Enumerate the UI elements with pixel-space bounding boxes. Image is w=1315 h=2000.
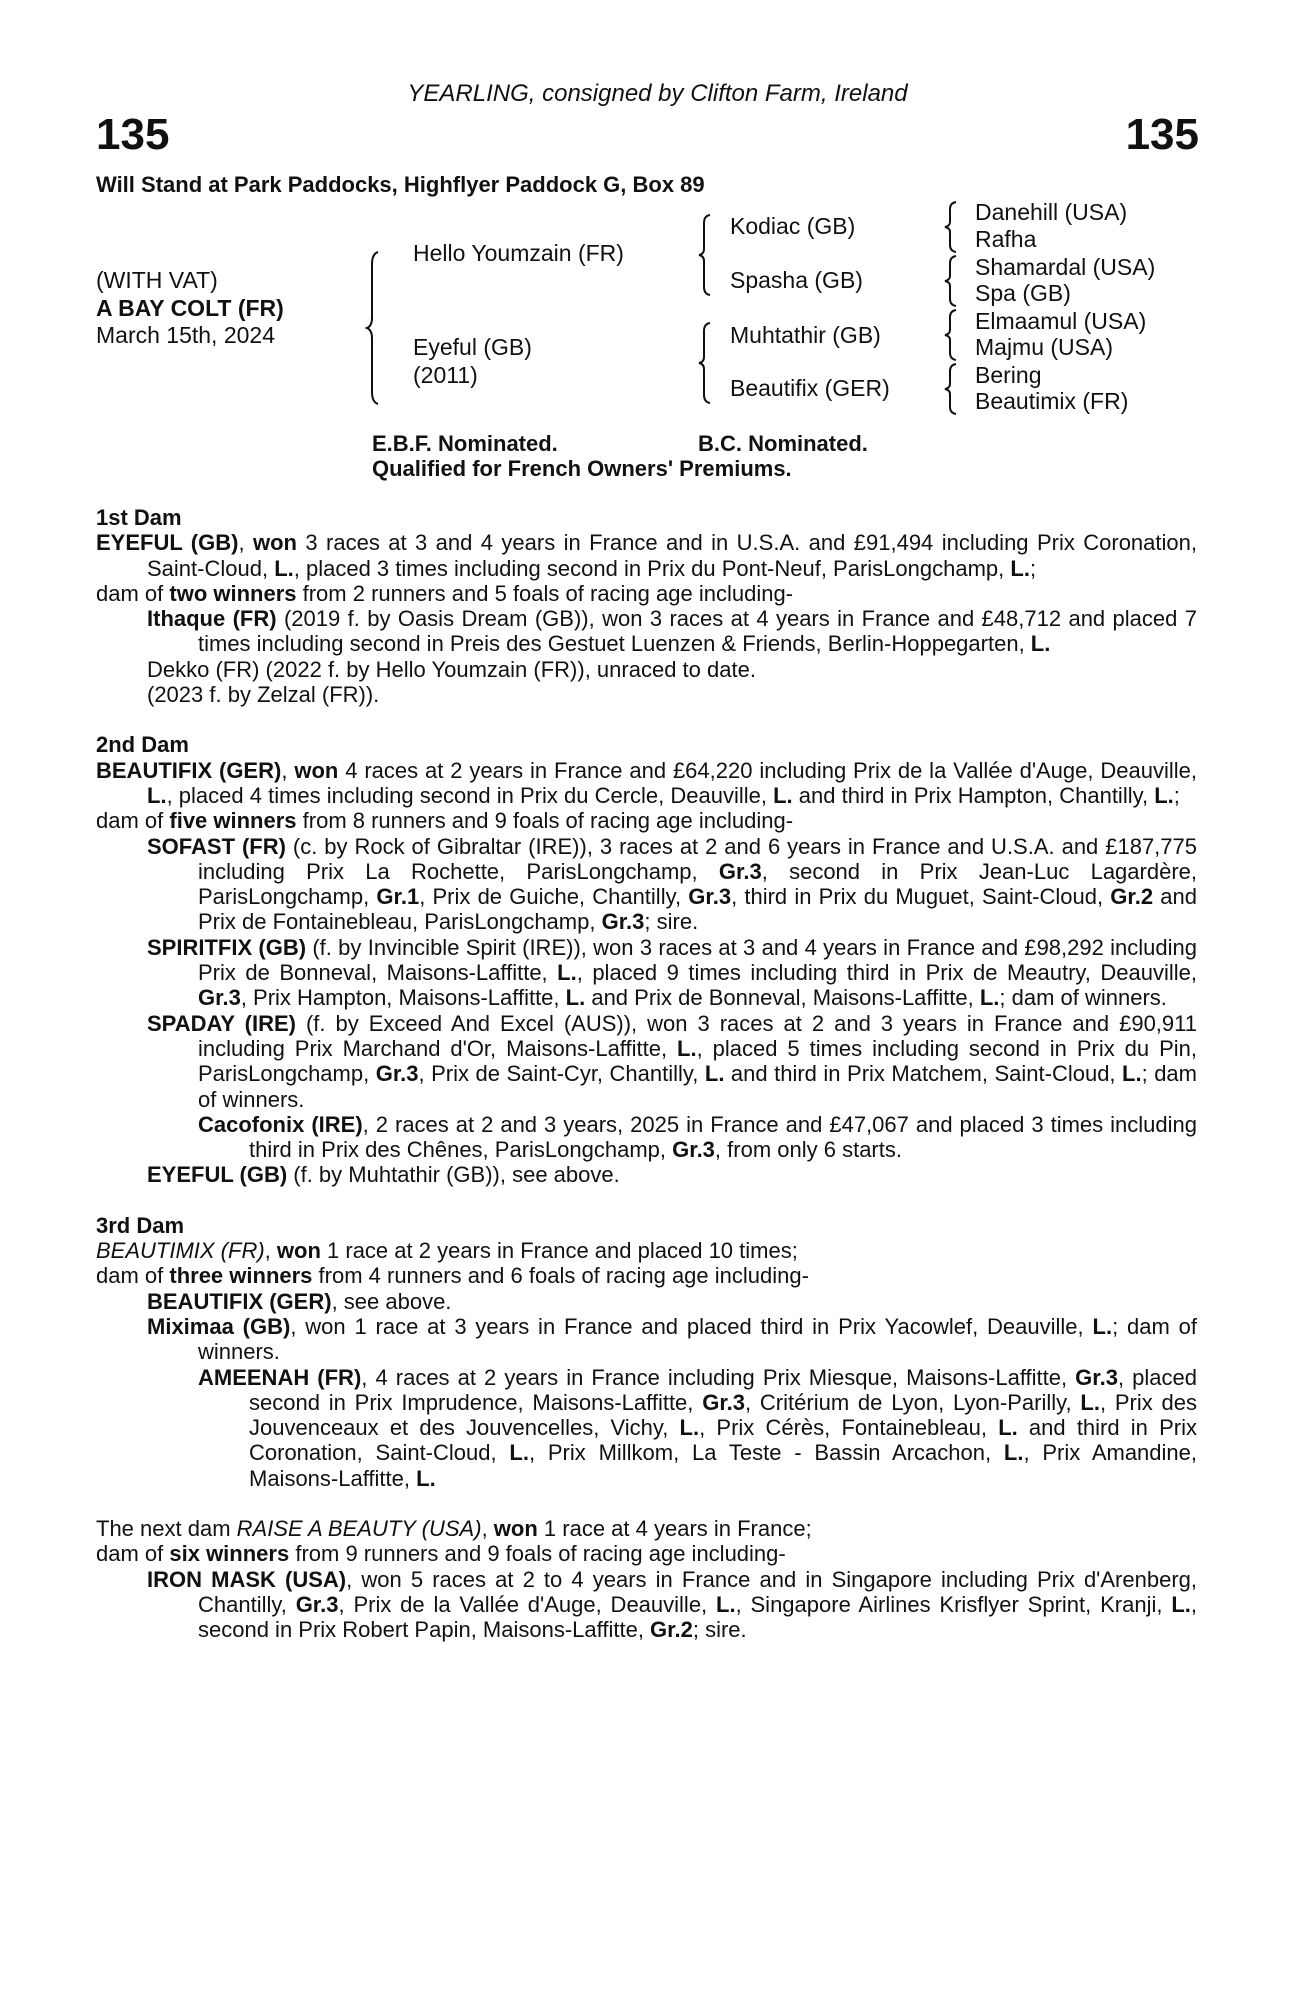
lot-number-left: 135: [96, 110, 170, 159]
bold-text: Gr.1: [376, 884, 420, 910]
great-grandparent: Elmaamul (USA): [975, 308, 1147, 334]
bold-text: Gr.2: [650, 1617, 693, 1643]
ebf-nomination: E.B.F. Nominated.: [372, 431, 558, 456]
bold-text: Gr.3: [1075, 1364, 1118, 1390]
section-heading: 3rd Dam: [96, 1212, 185, 1238]
pedigree-entry: [96, 808, 1197, 833]
text: ; sire.: [692, 1617, 747, 1643]
bold-text: L.: [1010, 555, 1030, 581]
pedigree-entry: [96, 1567, 1197, 1643]
granddam: Beautifix (GER): [730, 375, 890, 401]
horse-name: A BAY COLT (FR): [96, 295, 284, 321]
pedigree-entry: [96, 1516, 1197, 1541]
grandsire: Muhtathir (GB): [730, 322, 881, 348]
text: , Prix de la Vallée d'Auge, Deauville,: [338, 1591, 716, 1617]
consignor-heading: YEARLING, consigned by Clifton Farm, Ireland: [407, 80, 908, 107]
text: and Prix de Bonneval, Maisons-Laffitte,: [585, 985, 980, 1011]
bold-text: L.: [704, 1061, 725, 1087]
pedigree-entry: [96, 1238, 1197, 1263]
pedigree-entry: [96, 1112, 1197, 1163]
french-premiums-note: Qualified for French Owners' Premiums.: [372, 456, 792, 481]
pedigree-entry: [96, 758, 1197, 809]
bold-text: Ithaque (FR): [147, 606, 277, 632]
bold-text: won: [493, 1515, 538, 1541]
bold-text: L.: [1154, 782, 1174, 808]
text: and third in Prix Hampton, Chantilly,: [792, 782, 1155, 808]
pedigree-entry: [96, 1263, 1197, 1288]
bold-text: L.: [998, 1415, 1018, 1441]
bold-text: L.: [773, 782, 793, 808]
stabling-location: Will Stand at Park Paddocks, Highflyer Paddock G, Box 89: [96, 172, 705, 197]
bold-text: Gr.3: [718, 858, 762, 884]
bold-text: L.: [1171, 1591, 1191, 1617]
bold-text: L.: [274, 555, 294, 581]
bold-text: Gr.3: [672, 1137, 715, 1163]
great-grandparent: Beautimix (FR): [975, 388, 1129, 414]
text: , Prix Millkom, La Teste - Bassin Arcachon,: [528, 1440, 1004, 1466]
text: and third in Prix Coronation, Saint-Cloud,: [249, 1415, 1197, 1466]
italic-text: RAISE A BEAUTY (USA): [236, 1515, 482, 1541]
text: ; dam of winners.: [198, 1061, 1197, 1112]
bold-text: L.: [147, 782, 167, 808]
vat-note: (WITH VAT): [96, 267, 218, 293]
pedigree-entry: [96, 1011, 1197, 1112]
text: ,: [281, 757, 295, 783]
pedigree-brace: [944, 200, 964, 254]
dam-section: [96, 1213, 1197, 1491]
bold-text: L.: [557, 960, 577, 986]
pedigree-brace: [366, 250, 386, 406]
pedigree-entry: [96, 657, 1197, 682]
pedigree-entry: [96, 935, 1197, 1011]
bold-text: two winners: [169, 580, 297, 606]
text: , Prix des Jouvenceaux et des Jouvencelles, Vichy,: [249, 1389, 1197, 1441]
text: , won 5 races at 2 to 4 years in France and in Singapore including Prix d'Arenberg, Chantilly,: [198, 1566, 1197, 1617]
text: , 2 races at 2 and 3 years, 2025 in France and £47,067 and placed 3 times including third in Prix des Chênes, ParisLongchamp,: [249, 1111, 1197, 1163]
pedigree-notes: [96, 505, 1197, 1642]
text: , from only 6 starts.: [714, 1137, 902, 1163]
text: ,: [481, 1515, 494, 1541]
text: 1 race at 2 years in France and placed 10 times;: [320, 1238, 798, 1264]
bold-text: BEAUTIFIX (GER): [147, 1288, 332, 1314]
text: (f. by Invincible Spirit (IRE)), won 3 races at 3 and 4 years in France and £98,292 including Prix de Bonneval, Maisons-Laffitte,: [198, 934, 1197, 986]
pedigree-entry: [96, 682, 1197, 707]
great-grandparent: Spa (GB): [975, 280, 1071, 306]
text: 1 race at 4 years in France;: [537, 1515, 812, 1541]
text: , won 1 race at 3 years in France and placed third in Prix Yacowlef, Deauville,: [290, 1313, 1093, 1339]
text: , third in Prix du Muguet, Saint-Cloud,: [731, 884, 1111, 910]
text: , placed 4 times including second in Prix du Cercle, Deauville,: [166, 782, 774, 808]
text: and third in Prix Matchem, Saint-Cloud,: [724, 1061, 1123, 1087]
pedigree-entry: [96, 1365, 1197, 1491]
text: 4 races at 2 years in France and £64,220 including Prix de la Vallée d'Auge, Deauville,: [338, 757, 1197, 783]
text: ,: [238, 530, 253, 556]
bold-text: Gr.3: [295, 1591, 339, 1617]
great-grandparent: Rafha: [975, 226, 1037, 252]
text: (2023 f. by Zelzal (FR)).: [147, 682, 380, 708]
bold-text: IRON MASK (USA): [147, 1566, 347, 1592]
text: dam of: [96, 808, 170, 834]
bold-text: Gr.3: [601, 909, 645, 935]
text: , 4 races at 2 years in France including Prix Miesque, Maisons-Laffitte,: [361, 1364, 1076, 1390]
text: , Prix de Saint-Cyr, Chantilly,: [418, 1061, 705, 1087]
pedigree-brace: [944, 362, 964, 416]
text: ; dam of winners.: [198, 1313, 1197, 1365]
bold-text: L.: [1122, 1061, 1142, 1087]
text: , Prix de Guiche, Chantilly,: [419, 884, 689, 910]
great-grandparent: Shamardal (USA): [975, 254, 1156, 280]
bold-text: AMEENAH (FR): [198, 1364, 362, 1390]
text: , placed 5 times including second in Prix du Pin, ParisLongchamp,: [198, 1035, 1197, 1087]
bold-text: L.: [1092, 1313, 1113, 1339]
bold-text: Miximaa (GB): [147, 1313, 291, 1339]
bold-text: Gr.3: [198, 985, 241, 1011]
great-grandparent: Majmu (USA): [975, 334, 1114, 360]
bold-text: L.: [679, 1415, 700, 1441]
bold-text: L.: [716, 1591, 736, 1617]
bold-text: won: [252, 530, 297, 556]
pedigree-entry: [96, 1289, 1197, 1314]
great-grandparent: Bering: [975, 362, 1042, 388]
granddam: Spasha (GB): [730, 267, 863, 293]
text: dam of: [96, 580, 170, 606]
text: ;: [1173, 782, 1180, 808]
dam-section: [96, 732, 1197, 1187]
bold-text: L.: [677, 1035, 697, 1061]
text: dam of: [96, 1541, 170, 1567]
text: , second in Prix Jean-Luc Lagardère, ParisLongchamp,: [198, 858, 1197, 910]
italic-text: BEAUTIMIX (FR): [96, 1238, 265, 1264]
bold-text: L.: [565, 985, 586, 1011]
pedigree-entry: [96, 530, 1197, 581]
section-heading: 2nd Dam: [96, 732, 189, 758]
bold-text: Cacofonix (IRE): [198, 1111, 363, 1137]
text: from 4 runners and 6 foals of racing age including-: [312, 1263, 809, 1289]
text: (f. by Muhtathir (GB)), see above.: [287, 1162, 620, 1188]
text: and Prix de Fontainebleau, ParisLongchamp,: [198, 884, 1197, 935]
bold-text: Gr.3: [688, 884, 732, 910]
pedigree-brace: [698, 213, 718, 297]
bold-text: Gr.3: [702, 1389, 746, 1415]
grandsire: Kodiac (GB): [730, 213, 856, 239]
bold-text: L.: [1080, 1389, 1100, 1415]
text: , Prix Hampton, Maisons-Laffitte,: [240, 985, 566, 1011]
bold-text: L.: [979, 985, 1000, 1011]
foaling-date: March 15th, 2024: [96, 322, 276, 348]
bold-text: six winners: [169, 1541, 290, 1567]
text: (c. by Rock of Gibraltar (IRE)), 3 races at 2 and 6 years in France and U.S.A. and £187,775 including Prix La Rochette, ParisLongchamp,: [198, 833, 1198, 884]
text: , Critérium de Lyon, Lyon-Parilly,: [745, 1389, 1081, 1415]
bold-text: EYEFUL (GB): [96, 530, 239, 556]
dam-section: [96, 1516, 1197, 1642]
bold-text: SPADAY (IRE): [147, 1010, 296, 1036]
text: from 9 runners and 9 foals of racing age including-: [289, 1541, 786, 1567]
bold-text: won: [294, 757, 339, 783]
pedigree-entry: [96, 606, 1197, 657]
text: The next dam: [96, 1515, 237, 1541]
pedigree-entry: [96, 1314, 1197, 1365]
bold-text: EYEFUL (GB): [147, 1162, 288, 1188]
great-grandparent: Danehill (USA): [975, 199, 1128, 225]
bold-text: BEAUTIFIX (GER): [96, 757, 282, 783]
pedigree-entry: [96, 834, 1197, 935]
text: , placed 9 times including third in Prix de Meautry, Deauville,: [576, 960, 1197, 986]
text: ,: [264, 1238, 277, 1264]
text: dam of: [96, 1263, 170, 1289]
text: from 2 runners and 5 foals of racing age including-: [296, 580, 794, 606]
pedigree-entry: [96, 1162, 1197, 1187]
bold-text: Gr.3: [375, 1061, 419, 1087]
section-heading: 1st Dam: [96, 505, 182, 530]
text: , Prix Cérès, Fontainebleau,: [699, 1415, 999, 1441]
sire-name: Hello Youmzain (FR): [413, 240, 624, 266]
bold-text: SOFAST (FR): [147, 833, 286, 859]
bold-text: L.: [509, 1440, 529, 1466]
lot-number-right: 135: [1125, 110, 1199, 159]
text: ; dam of winners.: [999, 985, 1167, 1011]
bold-text: three winners: [169, 1263, 313, 1289]
text: , see above.: [331, 1288, 452, 1314]
text: ;: [1029, 555, 1037, 581]
dam-year: (2011): [413, 362, 478, 388]
bold-text: L.: [416, 1465, 436, 1491]
pedigree-brace: [944, 308, 964, 362]
pedigree-brace: [698, 321, 718, 405]
text: from 8 runners and 9 foals of racing age including-: [296, 808, 794, 834]
pedigree-entry: [96, 581, 1197, 606]
text: ; sire.: [644, 909, 699, 935]
bold-text: SPIRITFIX (GB): [147, 934, 307, 960]
bold-text: L.: [1030, 631, 1051, 657]
pedigree-brace: [944, 254, 964, 308]
bold-text: Gr.2: [1110, 884, 1154, 910]
text: , placed second in Prix Imprudence, Maisons-Laffitte,: [249, 1364, 1197, 1415]
bold-text: L.: [1003, 1440, 1024, 1466]
text: , placed 3 times including second in Prix du Pont-Neuf, ParisLongchamp,: [293, 555, 1011, 581]
pedigree-entry: [96, 1541, 1197, 1566]
text: 3 races at 3 and 4 years in France and in U.S.A. and £91,494 including Prix Coronation, Saint-Cloud,: [147, 530, 1197, 581]
text: Dekko (FR) (2022 f. by Hello Youmzain (FR)), unraced to date.: [147, 656, 756, 682]
dam-section: [96, 505, 1197, 707]
bold-text: won: [276, 1238, 321, 1264]
text: (2019 f. by Oasis Dream (GB)), won 3 races at 4 years in France and £48,712 and placed 7 times including second in Preis des Gestuet Luenzen & Friends, Berlin-Hoppegarten,: [198, 606, 1197, 657]
text: , second in Prix Robert Papin, Maisons-Laffitte,: [198, 1591, 1197, 1643]
dam-name: Eyeful (GB): [413, 334, 532, 360]
text: , Prix Amandine, Maisons-Laffitte,: [249, 1440, 1197, 1491]
bc-nomination: B.C. Nominated.: [698, 431, 868, 456]
text: , Singapore Airlines Krisflyer Sprint, Kranji,: [735, 1591, 1172, 1617]
bold-text: five winners: [169, 808, 297, 834]
text: (f. by Exceed And Excel (AUS)), won 3 races at 2 and 3 years in France and £90,911 including Prix Marchand d'Or, Maisons-Laffitte,: [198, 1010, 1197, 1061]
